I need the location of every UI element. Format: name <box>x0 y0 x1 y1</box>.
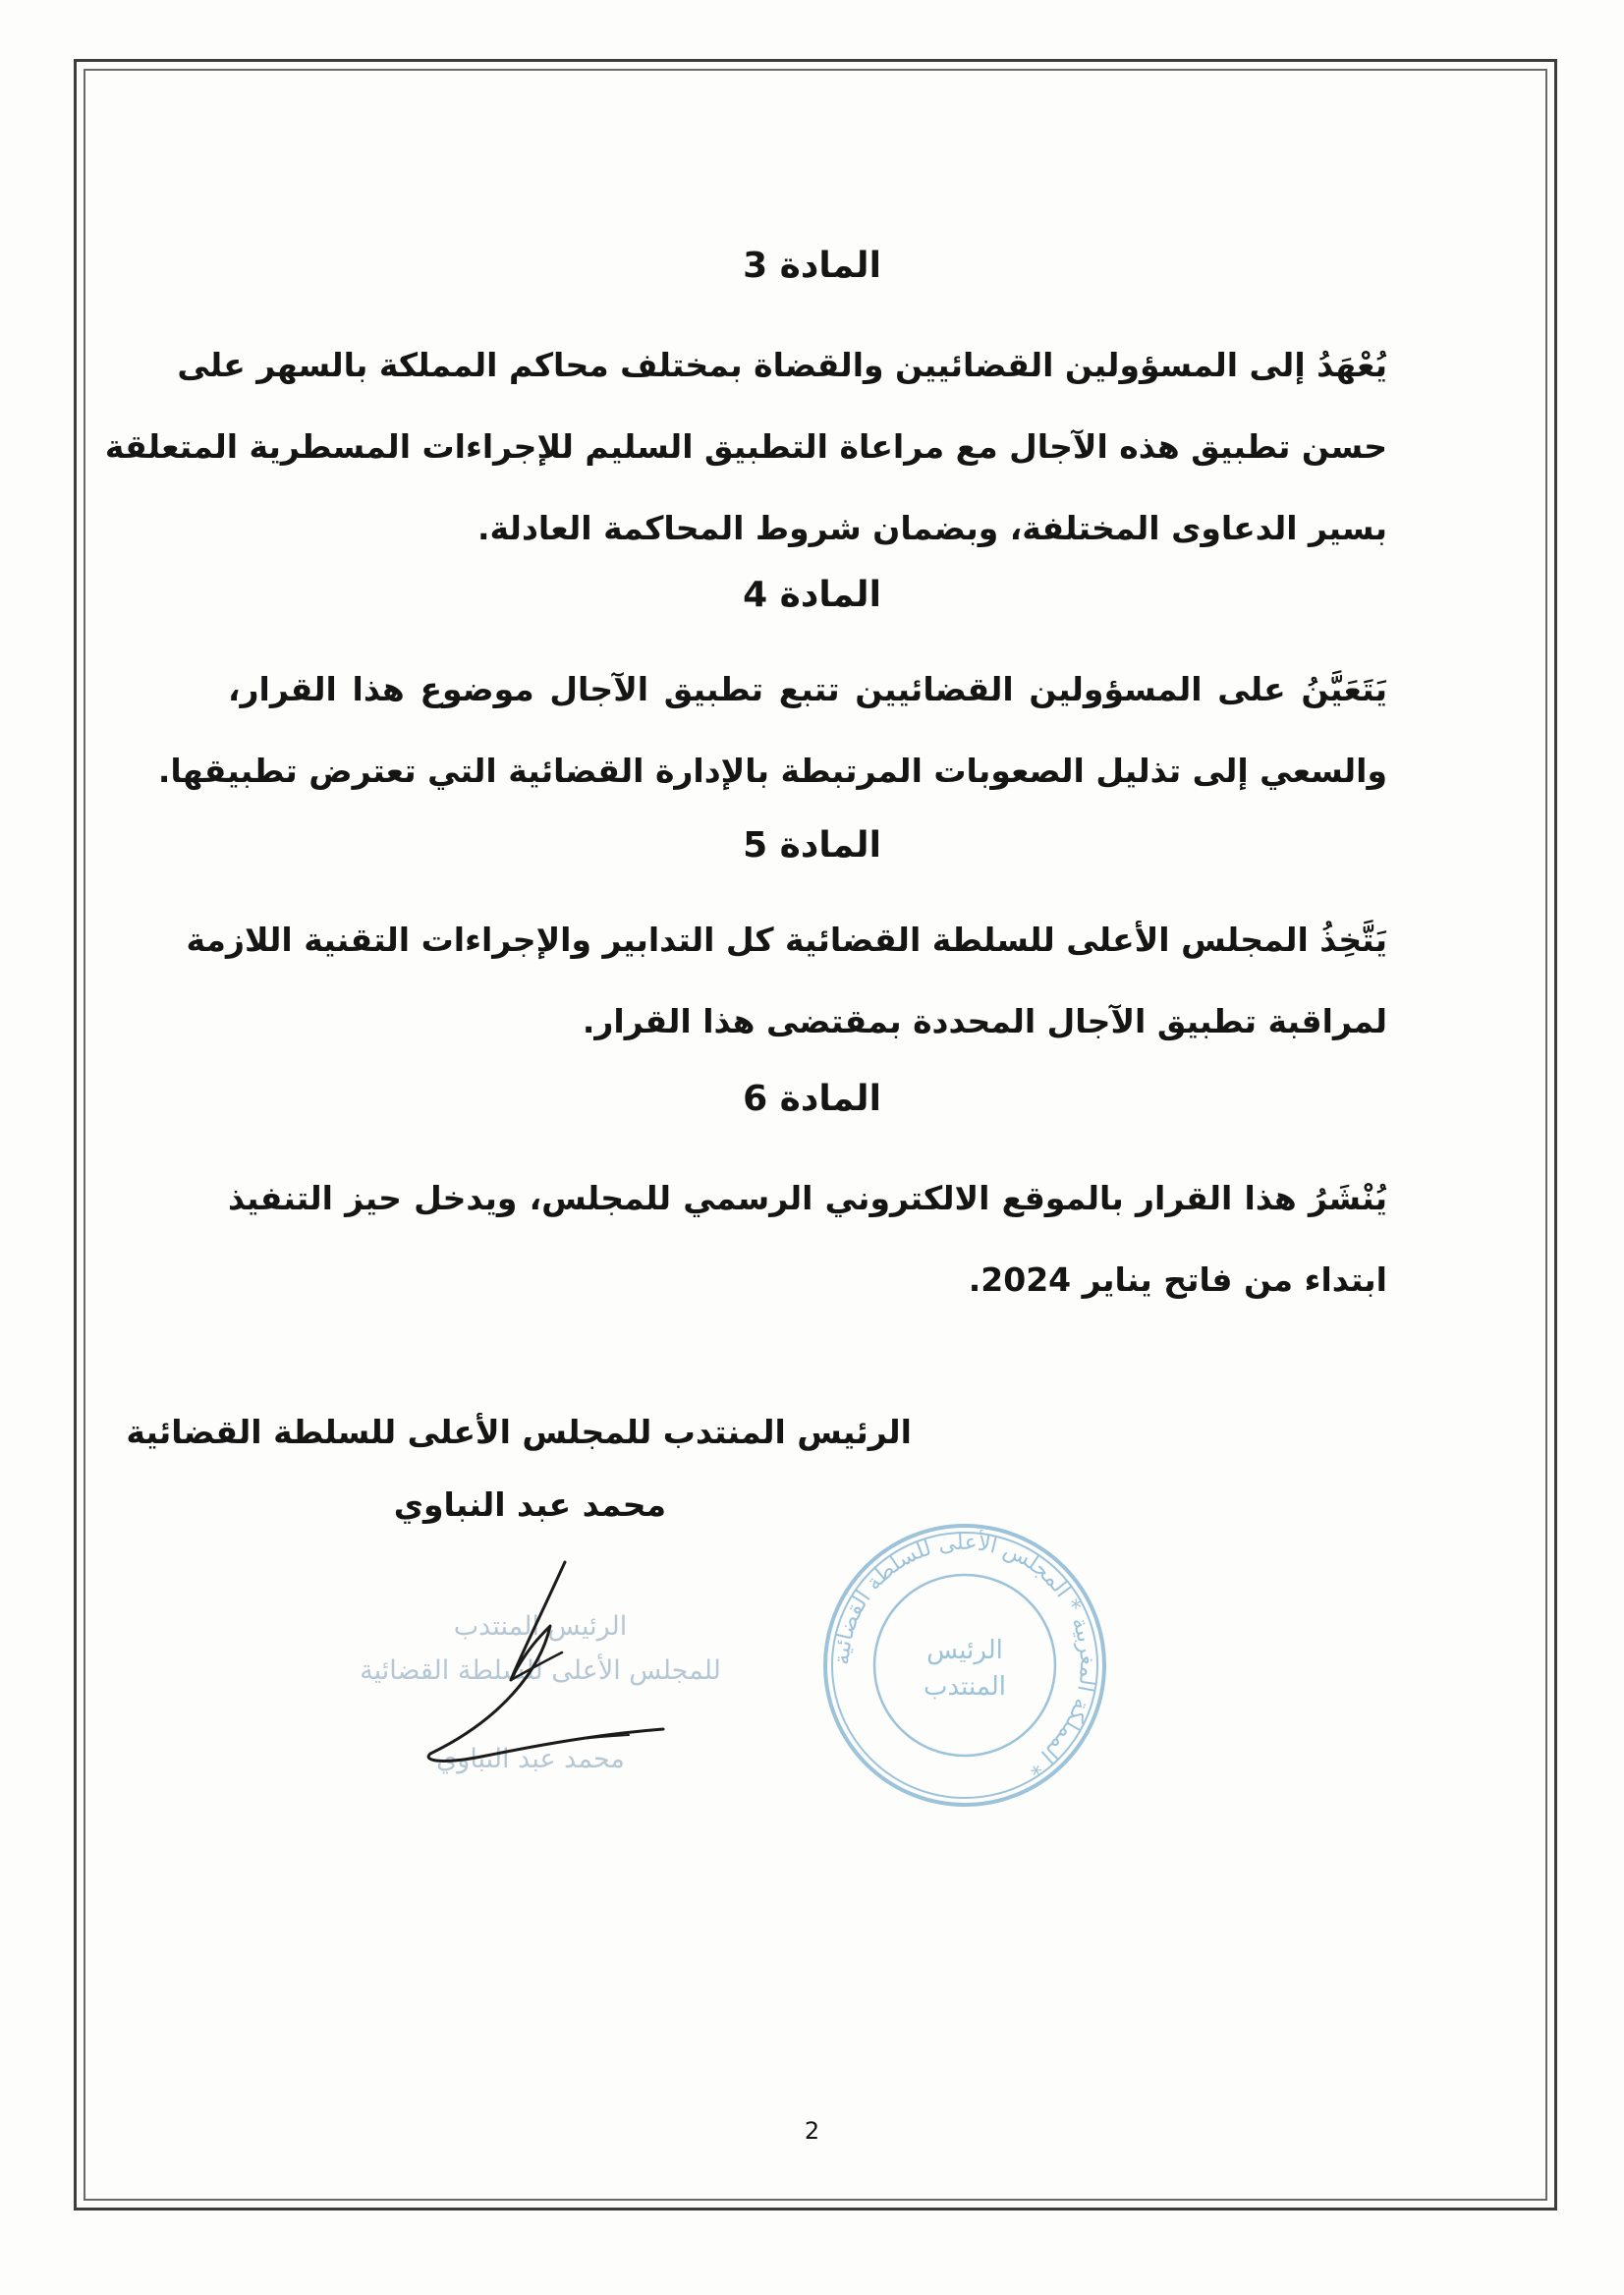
article-6-title: المادة 6 <box>743 1079 881 1119</box>
article-5-title: المادة 5 <box>743 825 881 866</box>
article-4-body <box>157 648 1387 812</box>
article-4-line-1: يَتَعَيَّنُ على المسؤولين القضائيين تتبع تطبيق الآجال موضوع هذا القرار، <box>228 670 1387 708</box>
seal-outer-text: المملكة المغربية * المجلس الأعلى للسلطة القضائية * <box>829 1530 1100 1780</box>
article-6-body <box>228 1157 1387 1320</box>
article-5-line-1: يَتَّخِذُ المجلس الأعلى للسلطة القضائية كل التدابير والإجراءات التقنية اللازمة <box>186 921 1387 959</box>
stamp-text-title: الرئيس المنتدب <box>453 1611 628 1642</box>
stamp-text-name: محمد عبد النباوي <box>436 1744 625 1774</box>
article-3-line-1: يُعْهَدُ إلى المسؤولين القضائيين والقضاة بمختلف محاكم المملكة بالسهر على <box>177 346 1387 384</box>
article-6-line-1: يُنْشَرُ هذا القرار بالموقع الالكتروني الرسمي للمجلس، ويدخل حيز التنفيذ <box>228 1179 1387 1217</box>
article-6-line-2: ابتداء من فاتح يناير 2024. <box>968 1260 1387 1299</box>
article-3-body <box>104 324 1387 569</box>
page-number: 2 <box>804 2117 820 2145</box>
handwritten-signature <box>393 1533 717 1788</box>
article-5-line-2: لمراقبة تطبيق الآجال المحددة بمقتضى هذا القرار. <box>582 1002 1387 1040</box>
article-3-line-3: بسير الدعاوى المختلفة، وبضمان شروط المحاكمة العادلة. <box>477 509 1387 547</box>
article-3-line-2: حسن تطبيق هذه الآجال مع مراعاة التطبيق السليم للإجراءات المسطرية المتعلقة <box>104 427 1387 466</box>
seal-center-line-1: الرئيس <box>926 1636 1003 1665</box>
article-4-title: المادة 4 <box>743 575 881 615</box>
signatory-name: محمد عبد النباوي <box>393 1485 666 1524</box>
seal-center-line-2: المنتدب <box>924 1672 1006 1702</box>
article-5-body <box>186 899 1387 1062</box>
official-seal <box>817 1518 1112 1813</box>
article-3-title: المادة 3 <box>743 246 881 286</box>
signatory-title: الرئيس المنتدب للمجلس الأعلى للسلطة القضائية <box>126 1413 912 1451</box>
stamp-text-council: للمجلس الأعلى للسلطة القضائية <box>360 1655 721 1686</box>
article-4-line-2: والسعي إلى تذليل الصعوبات المرتبطة بالإدارة القضائية التي تعترض تطبيقها. <box>157 752 1387 790</box>
